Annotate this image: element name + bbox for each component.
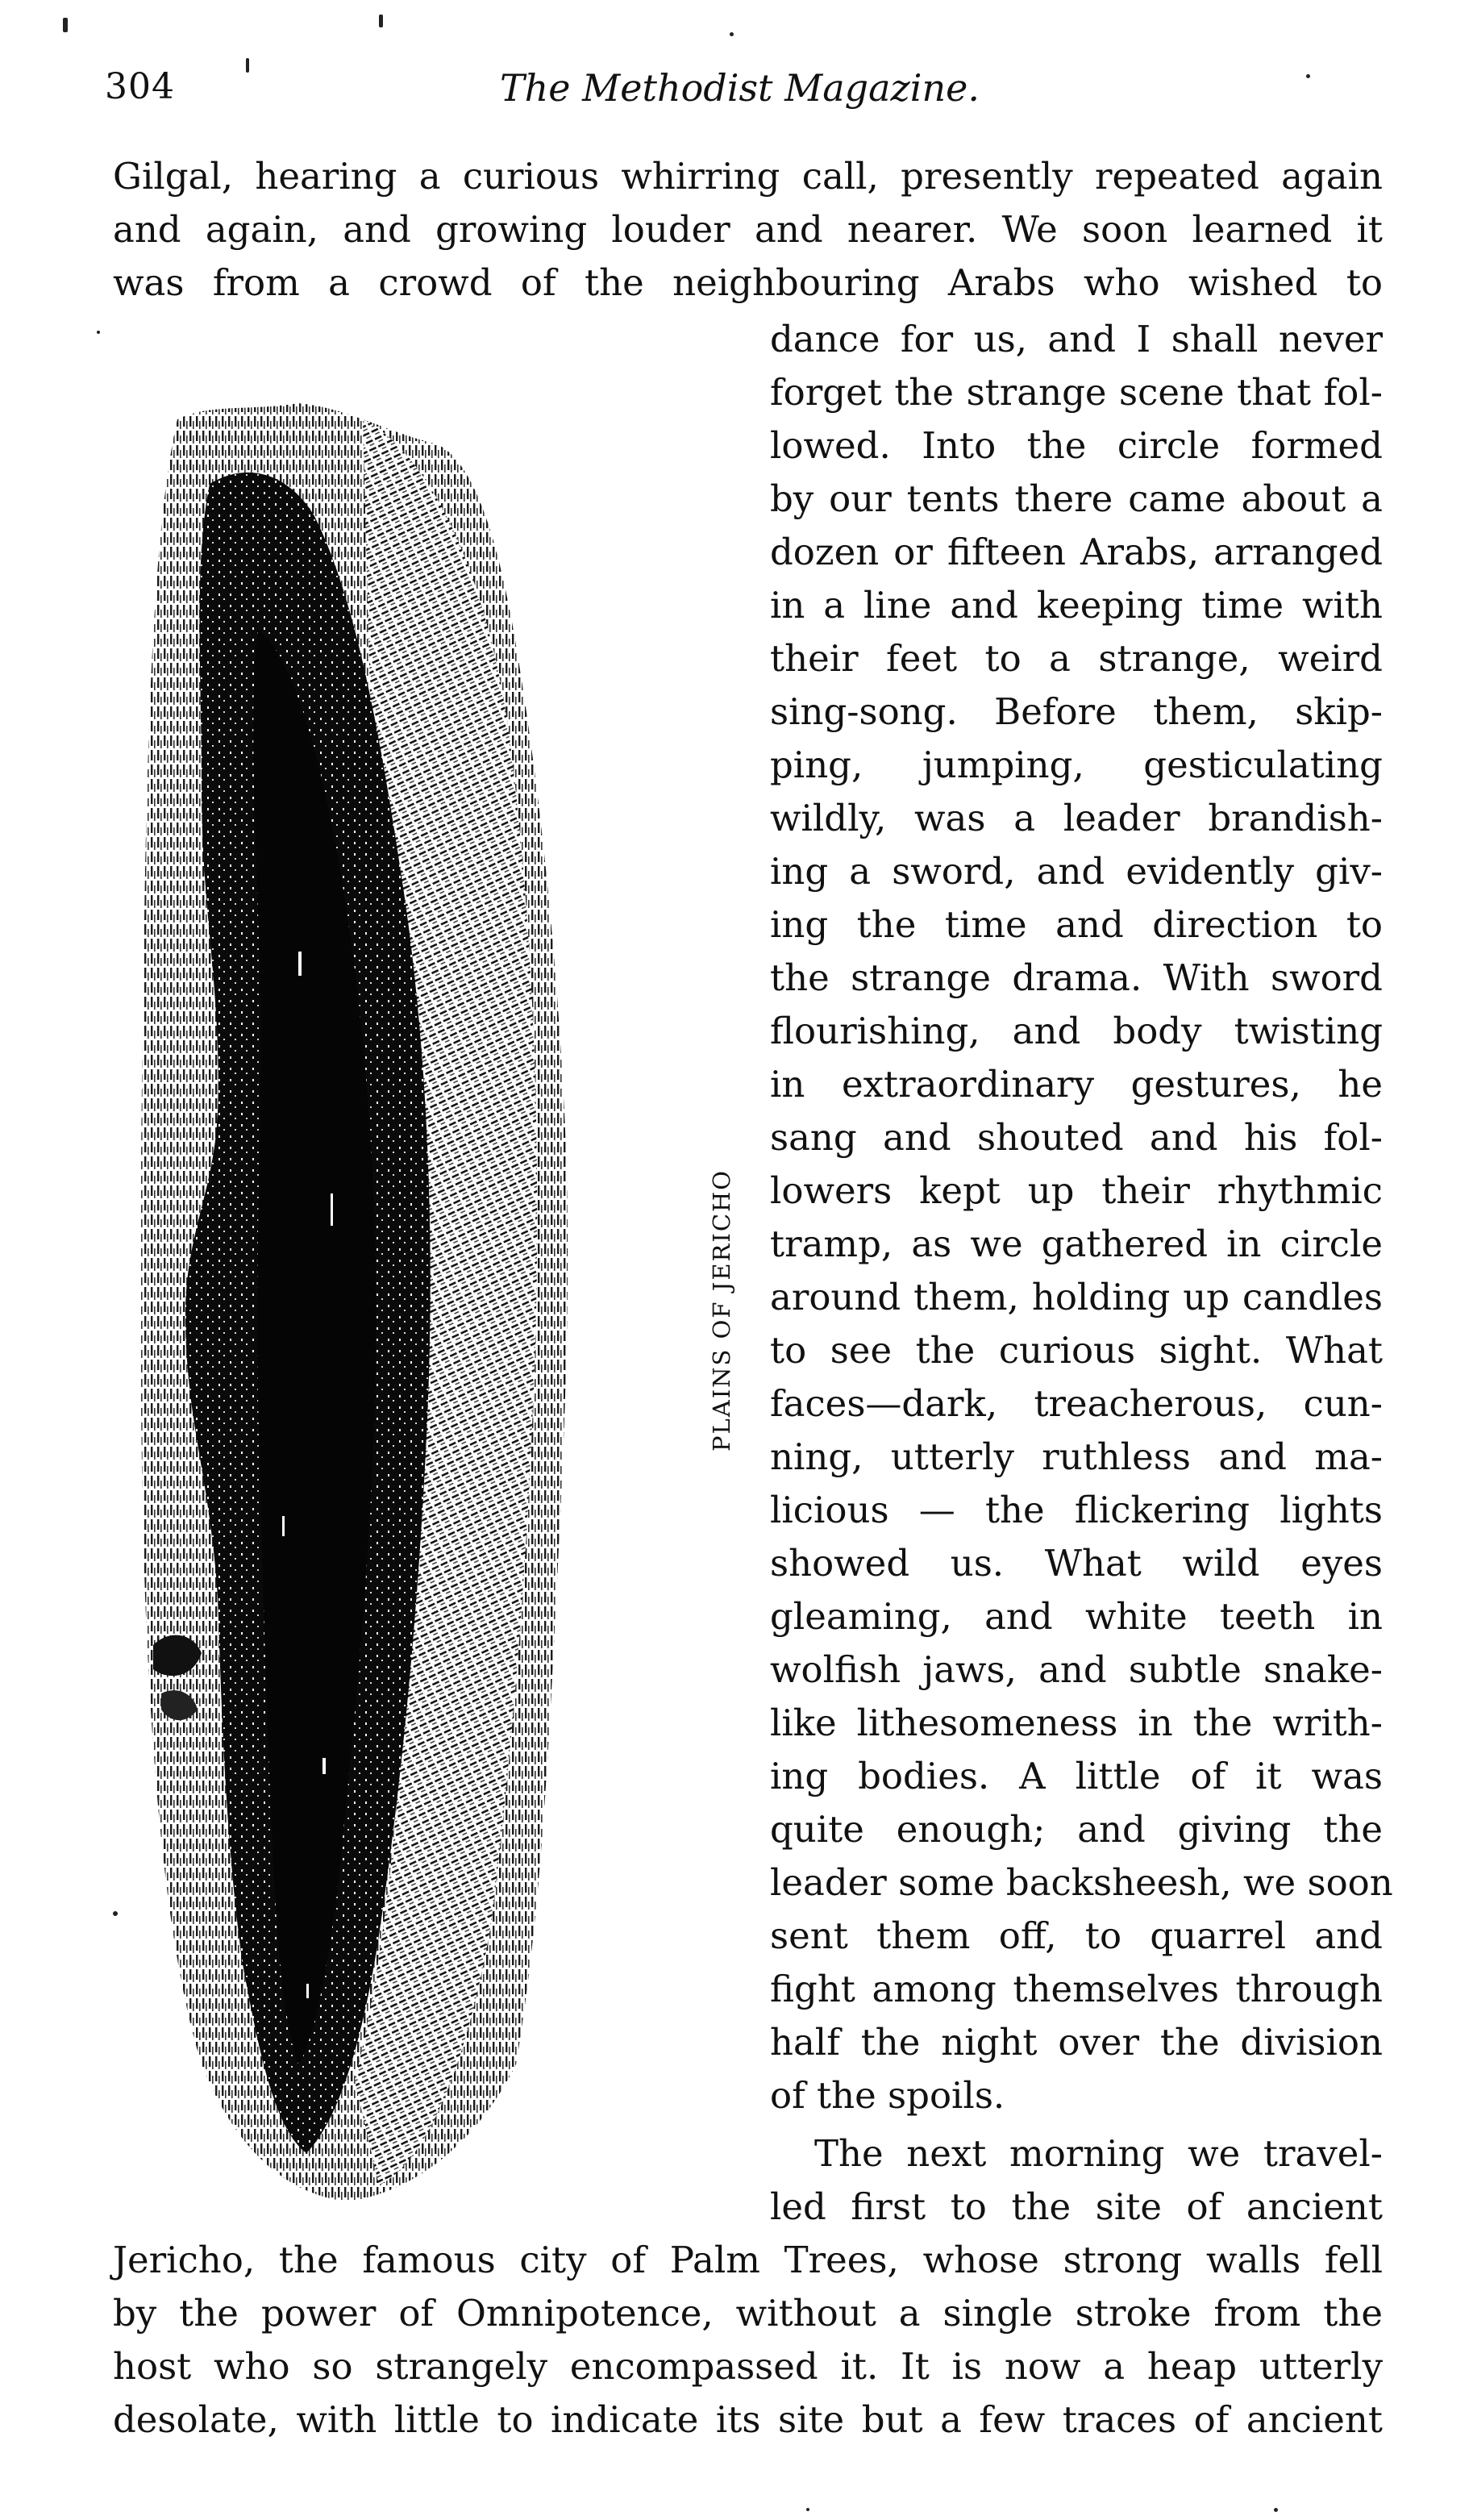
body-line: sing-song. Before them, skip- <box>770 690 1383 733</box>
body-line: to see the curious sight. What <box>770 1329 1383 1372</box>
body-line: by the power of Omnipotence, without a single stroke from the <box>113 2292 1383 2335</box>
body-line: showed us. What wild eyes <box>770 1542 1383 1585</box>
body-line: dance for us, and I shall never <box>770 318 1383 360</box>
plains-of-jericho-engraving <box>137 387 645 2214</box>
body-line: licious — the flickering lights <box>770 1489 1383 1531</box>
body-line: ing a sword, and evidently giv- <box>770 850 1383 893</box>
body-line: flourishing, and body twisting <box>770 1010 1383 1052</box>
body-line: around them, holding up candles <box>770 1276 1383 1318</box>
page-number: 304 <box>105 66 175 107</box>
body-line: quite enough; and giving the <box>770 1808 1383 1851</box>
body-line: Jericho, the famous city of Palm Trees, whose strong walls fell <box>113 2239 1383 2281</box>
body-line: sent them off, to quarrel and <box>770 1914 1383 1957</box>
body-line: Gilgal, hearing a curious whirring call, presently repeated again <box>113 155 1383 198</box>
body-line: lowers kept up their rhythmic <box>770 1169 1383 1212</box>
body-line: dozen or fifteen Arabs, arranged <box>770 531 1383 573</box>
body-line: like lithesomeness in the writh- <box>770 1702 1383 1744</box>
body-line: ning, utterly ruthless and ma- <box>770 1435 1383 1478</box>
body-line: the strange drama. With sword <box>770 956 1383 999</box>
body-line: wolfish jaws, and subtle snake- <box>770 1648 1383 1691</box>
body-line: wildly, was a leader brandish- <box>770 797 1383 839</box>
body-line: of the spoils. <box>770 2074 1005 2117</box>
body-line: by our tents there came about a <box>770 477 1383 520</box>
body-line: their feet to a strange, weird <box>770 637 1383 680</box>
body-line: lowed. Into the circle formed <box>770 424 1383 467</box>
body-line: The next morning we travel- <box>814 2132 1383 2175</box>
body-line: led first to the site of ancient <box>770 2185 1383 2228</box>
figure-caption-text: PLAINS OF JERICHO <box>708 1168 735 1452</box>
body-line: half the night over the division <box>770 2021 1383 2064</box>
body-line: tramp, as we gathered in circle <box>770 1223 1383 1265</box>
body-line: and again, and growing louder and nearer. We soon learned it <box>113 208 1383 251</box>
body-line: ing the time and direction to <box>770 903 1383 946</box>
body-line: ing bodies. A little of it was <box>770 1755 1383 1797</box>
magazine-title: The Methodist Magazine. <box>500 66 980 110</box>
body-line: gleaming, and white teeth in <box>770 1595 1383 1638</box>
body-line: fight among themselves through <box>770 1968 1383 2010</box>
body-line: desolate, with little to indicate its site but a few traces of ancient <box>113 2398 1383 2441</box>
body-line: in a line and keeping time with <box>770 584 1383 627</box>
body-line: in extraordinary gestures, he <box>770 1063 1383 1106</box>
figure-caption <box>669 1121 735 1484</box>
body-line: leader some backsheesh, we soon <box>770 1861 1393 1904</box>
body-line: host who so strangely encompassed it. It is now a heap utterly <box>113 2345 1383 2388</box>
body-line: sang and shouted and his fol- <box>770 1116 1383 1159</box>
body-line: was from a crowd of the neighbouring Arabs who wished to <box>113 261 1383 304</box>
running-head <box>105 66 1387 123</box>
body-line: forget the strange scene that fol- <box>770 371 1383 414</box>
body-line: faces—dark, treacherous, cun- <box>770 1382 1383 1425</box>
body-line: ping, jumping, gesticulating <box>770 744 1383 786</box>
